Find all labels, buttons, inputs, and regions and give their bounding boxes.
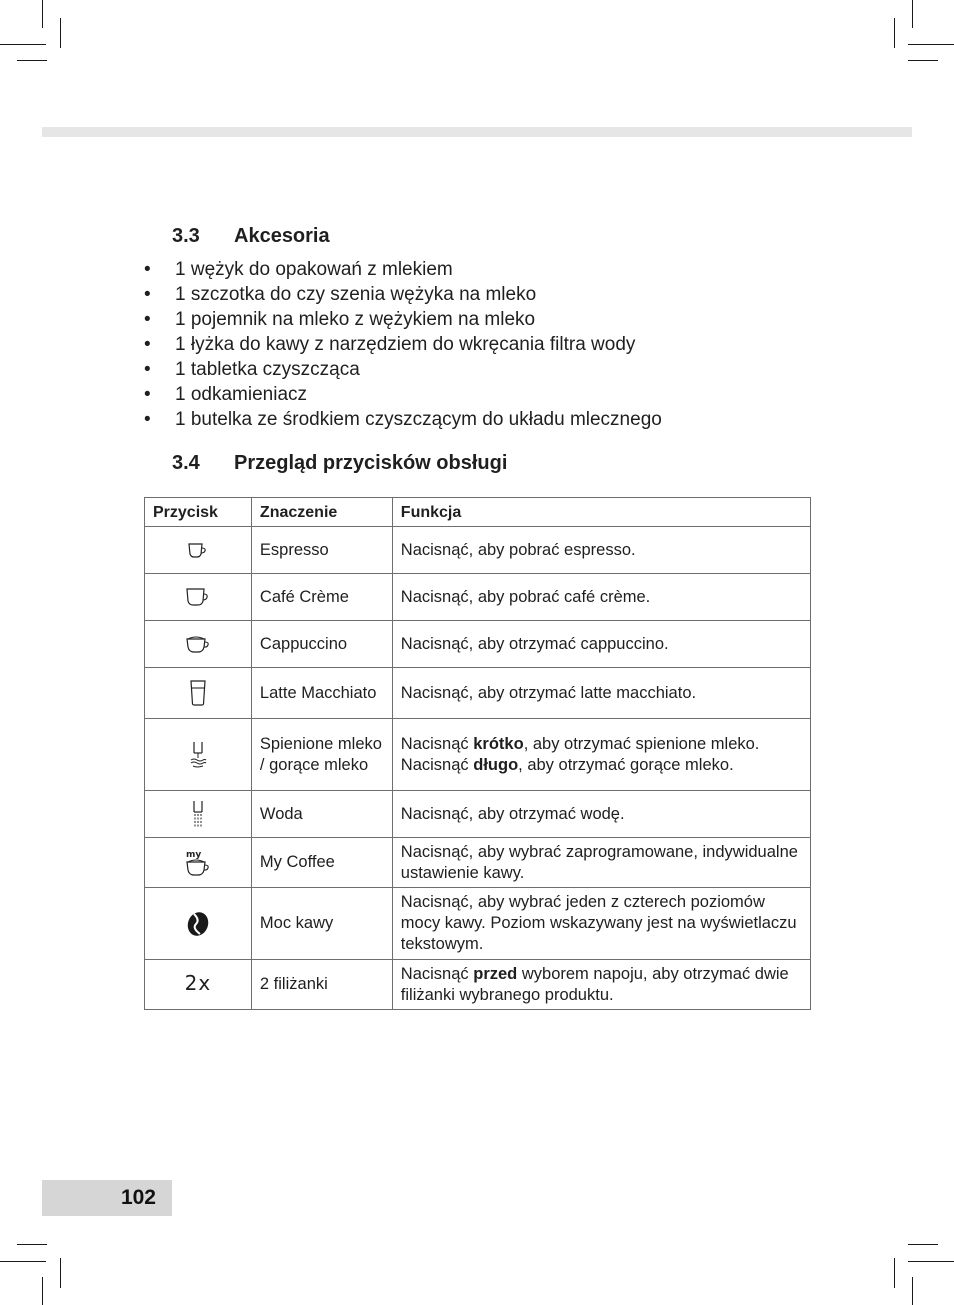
function-cell: Nacisnąć, aby otrzymać cappuccino. [392,621,810,668]
function-cell [392,960,810,1010]
milk-foam-icon [188,740,208,770]
bullet: • [144,259,151,280]
list-item-text: 1 tabletka czyszcząca [175,359,360,380]
function-emphasis: krótko [473,734,524,753]
bullet: • [144,384,151,405]
hot-water-icon [188,799,208,829]
function-cell: Nacisnąć, aby pobrać café crème. [392,574,810,621]
my-coffee-icon [183,848,213,878]
column-header: Znaczenie [251,498,392,527]
meaning-cell: My Coffee [251,838,392,888]
section-heading-accessories [172,225,330,248]
table-row [145,574,811,621]
table-row [145,621,811,668]
list-item [140,357,662,382]
function-cell: Nacisnąć, aby otrzymać latte macchiato. [392,668,810,719]
my-coffee-icon-text: my [185,849,202,860]
buttons-table [144,497,811,1010]
coffee-bean-icon [185,910,211,938]
function-text: , aby otrzymać gorące mleko. [518,755,734,774]
table-row [145,668,811,719]
bullet: • [144,284,151,305]
meaning-cell: Woda [251,791,392,838]
bullet: • [144,309,151,330]
page-number-box [42,1180,172,1216]
meaning-cell: Spienione mleko / gorące mleko [251,719,392,791]
cafe-creme-cup-icon [184,587,212,607]
section-heading-buttons [172,452,507,475]
function-cell: Nacisnąć, aby otrzymać wodę. [392,791,810,838]
function-text: , aby otrzymać spienione mleko. [523,734,760,753]
column-header: Przycisk [145,498,252,527]
two-cups-icon: 2x [184,971,212,995]
accessories-list [140,257,662,432]
function-cell [392,719,810,791]
table-row [145,719,811,791]
bullet: • [144,409,151,430]
espresso-cup-icon [186,541,210,559]
list-item-text: 1 butelka ze środkiem czyszczącym do układu mlecznego [175,409,662,430]
table-row [145,888,811,960]
bullet: • [144,359,151,380]
function-text: wyborem napoju, aby otrzymać dwie filiżanki wybranego produktu. [400,964,789,1004]
function-cell: Nacisnąć, aby wybrać zaprogramowane, indywidualne ustawienie kawy. [392,838,810,888]
header-bar [42,127,912,137]
list-item [140,407,662,432]
table-row [145,960,811,1010]
cappuccino-cup-icon [184,634,212,654]
column-header: Funkcja [392,498,810,527]
meaning-cell: Cappuccino [251,621,392,668]
bullet: • [144,334,151,355]
list-item [140,332,662,357]
page-number: 102 [120,1186,156,1209]
function-text: Nacisnąć [400,755,474,774]
table-header-row [145,498,811,527]
latte-glass-icon [188,679,208,707]
function-emphasis: przed [473,964,518,983]
list-item [140,282,662,307]
function-emphasis: długo [473,755,519,774]
section-title: Akcesoria [234,225,330,247]
table-row [145,838,811,888]
list-item-text: 1 pojemnik na mleko z wężykiem na mleko [175,309,536,330]
function-text: Nacisnąć [400,964,474,983]
meaning-cell: 2 filiżanki [251,960,392,1010]
list-item-text: 1 szczotka do czy szenia wężyka na mleko [175,284,537,305]
table-row [145,791,811,838]
list-item-text: 1 łyżka do kawy z narzędziem do wkręcania filtra wody [175,334,636,355]
section-number: 3.3 [172,225,200,247]
section-title: Przegląd przycisków obsługi [234,452,508,474]
function-cell: Nacisnąć, aby wybrać jeden z czterech poziomów mocy kawy. Poziom wskazywany jest na wyświetlaczu tekstowym. [392,888,810,960]
list-item [140,307,662,332]
list-item-text: 1 odkamieniacz [175,384,308,405]
meaning-cell: Latte Macchiato [251,668,392,719]
meaning-cell: Moc kawy [251,888,392,960]
meaning-cell: Café Crème [251,574,392,621]
list-item [140,257,662,282]
list-item [140,382,662,407]
function-cell: Nacisnąć, aby pobrać espresso. [392,527,810,574]
list-item-text: 1 wężyk do opakowań z mlekiem [175,259,453,280]
section-number: 3.4 [172,452,200,474]
function-text: Nacisnąć [400,734,474,753]
table-row [145,527,811,574]
meaning-cell: Espresso [251,527,392,574]
